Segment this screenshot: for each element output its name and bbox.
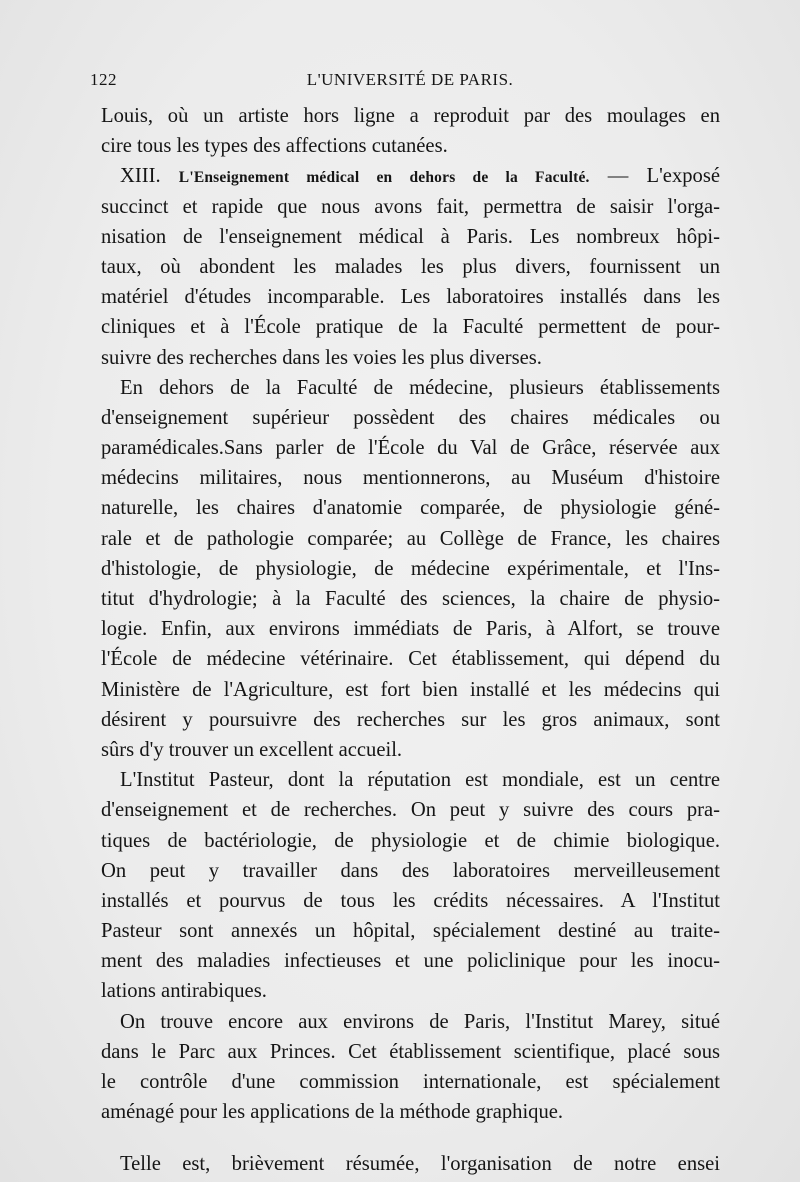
text-line: le contrôle d'une commission internationale, est spécialement xyxy=(101,1071,720,1093)
paragraph xyxy=(101,373,720,765)
section-title: L'Enseignement médical en dehors de la Faculté. xyxy=(178,169,590,187)
text-line: d'enseignement et de recherches. On peut y suivre des cours pra- xyxy=(101,799,720,822)
text-line: tiques de bactériologie, de physiologie et de chimie biologique. xyxy=(101,829,720,852)
paragraph-gap xyxy=(101,1127,720,1149)
text-line: matériel d'études incomparable. Les laboratoires installés dans les xyxy=(101,286,720,309)
paragraph xyxy=(101,1149,720,1179)
text-line: aménagé pour les applications de la méthode graphique. xyxy=(101,1101,564,1124)
text-line: cire tous les types des affections cutanées. xyxy=(101,135,448,158)
text-line: Telle est, brièvement résumée, l'organisation de notre ensei xyxy=(120,1153,720,1176)
paragraph xyxy=(101,101,720,161)
running-title: L'UNIVERSITÉ DE PARIS. xyxy=(306,70,514,89)
text-fragment: — L'exposé xyxy=(607,165,720,188)
text-line: L'Institut Pasteur, dont la réputation est mondiale, est un centre xyxy=(120,769,720,792)
paragraph xyxy=(101,765,720,1007)
text-line: Pasteur sont annexés un hôpital, spécialement destiné au traite- xyxy=(101,920,720,943)
section-number: XIII. xyxy=(120,165,161,188)
page-number: 122 xyxy=(90,70,117,89)
text-line: installés et pourvus de tous les crédits nécessaires. A l'Institut xyxy=(101,889,720,912)
text-line: lations antirabiques. xyxy=(101,980,267,1003)
text-line: suivre des recherches dans les voies les plus diverses. xyxy=(101,346,542,369)
body-text xyxy=(101,101,720,1180)
text-line: d'enseignement supérieur possèdent des chaires médicales ou xyxy=(101,406,720,429)
text-line: nisation de l'enseignement médical à Paris. Les nombreux hôpi- xyxy=(101,225,720,248)
text-line: On peut y travailler dans des laboratoires merveilleusement xyxy=(101,859,720,882)
text-line: succinct et rapide que nous avons fait, permettra de saisir l'orga- xyxy=(101,195,720,218)
text-line: titut d'hydrologie; à la Faculté des sciences, la chaire de physio- xyxy=(101,588,720,610)
text-line: rale et de pathologie comparée; au Collège de France, les chaires xyxy=(101,527,720,550)
text-line: sûrs d'y trouver un excellent accueil. xyxy=(101,738,403,761)
text-line: d'histologie, de physiologie, de médecine expérimentale, et l'Ins- xyxy=(101,557,720,580)
text-line: logie. Enfin, aux environs immédiats de Paris, à Alfort, se trouve xyxy=(101,618,720,641)
section-paragraph xyxy=(101,161,720,372)
text-line: l'École de médecine vétérinaire. Cet établissement, qui dépend du xyxy=(101,648,720,671)
paragraph xyxy=(101,1007,720,1128)
text-line: naturelle, les chaires d'anatomie comparée, de physiologie géné- xyxy=(101,497,720,520)
page-header xyxy=(90,70,730,94)
text-line: On trouve encore aux environs de Paris, l'Institut Marey, situé xyxy=(120,1010,720,1033)
text-line: taux, où abondent les malades les plus divers, fournissent un xyxy=(101,255,720,278)
text-line: cliniques et à l'École pratique de la Faculté permettent de pour- xyxy=(101,316,720,339)
text-line: dans le Parc aux Princes. Cet établissement scientifique, placé sous xyxy=(101,1040,720,1063)
text-line: médecins militaires, nous mentionnerons, au Muséum d'histoire xyxy=(101,467,720,490)
text-line: En dehors de la Faculté de médecine, plusieurs établissements xyxy=(120,376,720,399)
text-line: ment des maladies infectieuses et une policlinique pour les inocu- xyxy=(101,950,720,973)
text-line: Louis, où un artiste hors ligne a reproduit par des moulages en xyxy=(101,105,720,127)
section-heading-line xyxy=(101,161,720,191)
text-line: désirent y poursuivre des recherches sur les gros animaux, sont xyxy=(101,708,720,731)
text-line: paramédicales.Sans parler de l'École du Val de Grâce, réservée aux xyxy=(101,437,720,460)
text-line: Ministère de l'Agriculture, est fort bien installé et les médecins qui xyxy=(101,678,720,701)
